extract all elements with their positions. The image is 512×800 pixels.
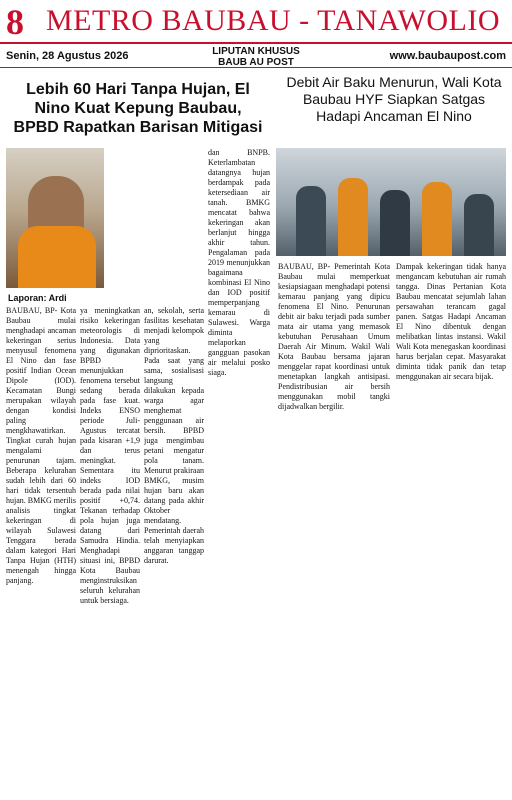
page-number: 8: [6, 2, 24, 42]
article-column-3: an, sekolah, serta fasilitas kesehatan menjadi kelompok yang diprioritaskan. Pada saat yang sama, sosialisasi langsung dilakukan kepada warga agar menghemat penggunaan air bersih. BPBD juga mengimbau petani mengatur pola tanam. Menurut prakiraan BMKG, musim hujan baru akan datang pada akhir Oktober mendatang. Pemerintah daerah telah menyiapkan anggaran tanggap darurat.: [144, 306, 204, 565]
right-article-headline: Debit Air Baku Menurun, Wali Kota Baubau HYF Siapkan Satgas Hadapi Ancaman El Nino: [286, 74, 502, 124]
right-article-column-1: BAUBAU, BP- Pemerintah Kota Baubau mulai memperkuat kesiapsiagaan menghadapi potensi kemarau panjang yang dipicu fenomena El Nino. Penurunan debit air baku terjadi pada sumber mata air utama yang memasok kebutuhan Perusahaan Umum Daerah Air Minum. Wakil Wali Kota Baubau bersama jajaran menggelar rapat koordinasi untuk menetapkan langkah antisipasi. Pendistribusian air bersih menggunakan mobil tangki dijadwalkan bergilir.: [278, 262, 390, 411]
photo-figure: [296, 186, 326, 256]
photo-figure: [464, 194, 494, 256]
portrait-vest: [18, 226, 96, 288]
issue-date: Senin, 28 Agustus 2026: [6, 50, 129, 62]
photo-figure: [380, 190, 410, 256]
official-portrait-photo: [6, 148, 104, 288]
article-column-2: ya meningkatkan risiko kekeringan meteorologis di Indonesia. Data yang digunakan BPBD menunjukkan fenomena tersebut sedang berada pada fase kuat. Indeks ENSO periode Juli-Agustus tercatat pada kisaran +1,9 dan terus meningkat. Sementara itu indeks IOD berada pada nilai positif +0,74. Tekanan terhadap pola hujan juga datang dari Samudra Hindia. Menghadapi situasi ini, BPBD Kota Baubau menginstruksikan seluruh kelurahan untuk bersiaga.: [80, 306, 140, 605]
website-url[interactable]: www.baubaupost.com: [389, 50, 506, 62]
article-column-4: dan BNPB. Keterlambatan datangnya hujan berdampak pada ketersediaan air tanah. BMKG mencatat bahwa kekeringan akan berlanjut hingga akhir tahun. Pengalaman pada 2019 menunjukkan bagaimana kombinasi El Nino dan IOD positif memperpanjang kemarau di Sulawesi. Warga diminta melaporkan gangguan pasokan air melalui posko siaga.: [208, 148, 270, 377]
left-article-headline: Lebih 60 Hari Tanpa Hujan, El Nino Kuat Kepung Baubau, BPBD Rapatkan Barisan Mitigasi: [13, 81, 263, 136]
date-bar: [0, 42, 512, 68]
newspaper-title: METRO BAUBAU - TANAWOLIO: [45, 4, 501, 37]
article-column-1: BAUBAU, BP- Kota Baubau mulai menghadapi ancaman kekeringan serius menyusul fenomena El Nino dan fase positif Indian Ocean Dipole (IOD). Kecamatan Bungi merupakan wilayah dengan kondisi paling mengkhawatirkan. Tingkat curah hujan mengalami penurunan tajam. Beberapa kelurahan sudah lebih dari 60 hari tidak tersentuh hujan. BMKG merilis analisis tingkat kekeringan di wilayah Sulawesi Tenggara berada dalam kategori Hari Tanpa Hujan (HTH) menengah hingga panjang.: [6, 306, 76, 585]
article-byline: Laporan: Ardi: [8, 293, 67, 303]
masthead: [0, 0, 512, 70]
photo-figure: [338, 178, 368, 256]
photo-figure: [422, 182, 452, 256]
rubric-line-2: BAUB AU POST: [218, 57, 294, 68]
right-article-column-2: Dampak kekeringan tidak hanya mengancam kebutuhan air rumah tangga. Dinas Pertanian Kota Baubau mencatat sejumlah lahan persawahan terancam gagal panen. Satgas Hadapi Ancaman El Nino dibentuk dengan melibatkan lintas instansi. Wakil Wali Kota menegaskan koordinasi harus berjalan cepat. Masyarakat diminta tidak panik dan tetap menggunakan air secara bijak.: [396, 262, 506, 381]
rubric-line-1: LIPUTAN KHUSUS: [212, 46, 300, 57]
meeting-photo: [276, 148, 506, 256]
section-rubric: [190, 46, 322, 68]
